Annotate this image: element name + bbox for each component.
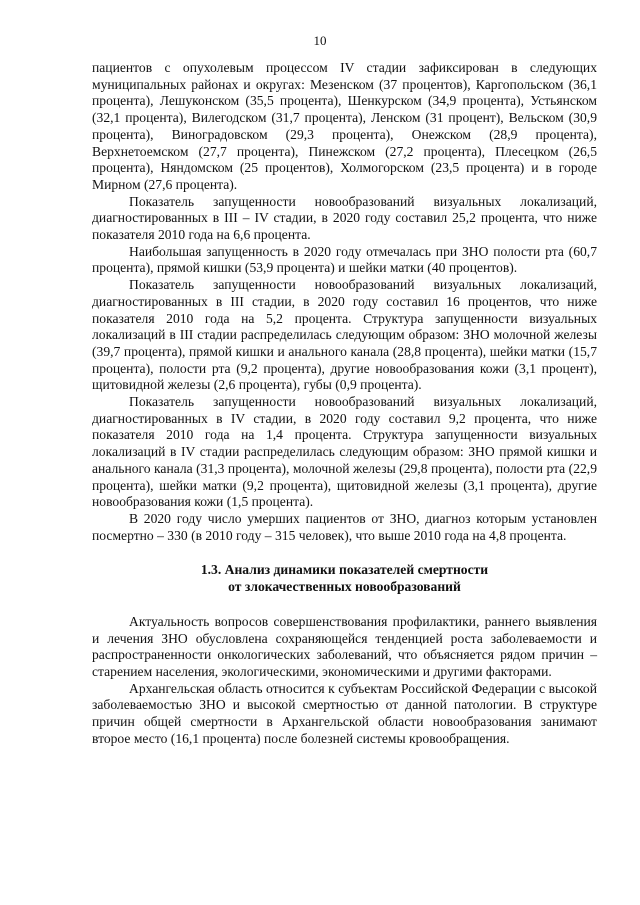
paragraph: пациентов с опухолевым процессом IV стадии зафиксирован в следующих муниципальных районах и округах: Мезенском (37 процентов), Каргопольском (36,1 процента), Лешуконском (35,5 процента), Шенкурском (34,9 процента), Устьянском (32,1 процента), Вилегодском (31,7 процента), Ленском (31 процент), Вельском (30,9 процента), Виноградовском (29,3 процента), Онежском (28,9 процента), Верхнетоемском (27,7 процента), Пинежском (27,2 процента), Плесецком (26,5 процента), Няндомском (25 процентов), Холмогорском (23,5 процента) и в городе Мирном (27,6 процента). xyxy=(92,60,597,192)
paragraph: В 2020 году число умерших пациентов от ЗНО, диагноз которым установлен посмертно – 330 (в 2010 году – 315 человек), что выше 2010 года на 4,8 процента. xyxy=(92,510,597,543)
section-heading-line: 1.3. Анализ динамики показателей смертности xyxy=(200,562,489,578)
paragraph: Показатель запущенности новообразований визуальных локализаций, диагностированных в III стадии, в 2020 году составил 16 процентов, что ниже показателя 2010 года на 5,2 процента. Структура запущенности визуальных локализаций в III стадии распределилась следующим образом: ЗНО молочной железы (39,7 процента), прямой кишки и анального канала (28,8 процента), шейки матки (15,7 процента), полости рта (9,2 процента), другие новообразования кожи (3,1 процент), щитовидной железы (2,6 процента), губы (0,9 процента). xyxy=(92,277,597,393)
section-heading-line: от злокачественных новообразований xyxy=(228,579,461,595)
paragraph: Показатель запущенности новообразований визуальных локализаций, диагностированных в III – IV стадии, в 2020 году составил 25,2 процента, что ниже показателя 2010 года на 6,6 процента. xyxy=(92,193,597,243)
document-body xyxy=(92,60,597,747)
section-heading xyxy=(92,562,597,595)
paragraph: Актуальность вопросов совершенствования профилактики, раннего выявления и лечения ЗНО обусловлена сохраняющейся тенденцией роста заболеваемости и распространенности онкологических заболеваний, что объясняется рядом причин – старением населения, экологическими, экономическими и другими факторами. xyxy=(92,613,597,679)
page-number: 10 xyxy=(313,33,327,48)
paragraph: Показатель запущенности новообразований визуальных локализаций, диагностированных в IV стадии, в 2020 году составил 9,2 процента, что ниже показателя 2010 года на 1,4 процента. Структура запущенности визуальных локализаций в IV стадии распределилась следующим образом: ЗНО прямой кишки и анального канала (31,3 процента), молочной железы (29,8 процента), полости рта (22,9 процента), шейки матки (9,2 процента), щитовидной железы (3,1 процента), другие новообразования кожи (1,5 процента). xyxy=(92,394,597,510)
paragraph: Архангельская область относится к субъектам Российской Федерации с высокой заболеваемостью ЗНО и высокой смертностью от данной патологии. В структуре причин общей смертности в Архангельской области новообразования занимают второе место (16,1 процента) после болезней системы кровообращения. xyxy=(92,680,597,746)
paragraph: Наибольшая запущенность в 2020 году отмечалась при ЗНО полости рта (60,7 процента), прямой кишки (53,9 процента) и шейки матки (40 процентов). xyxy=(92,243,597,276)
